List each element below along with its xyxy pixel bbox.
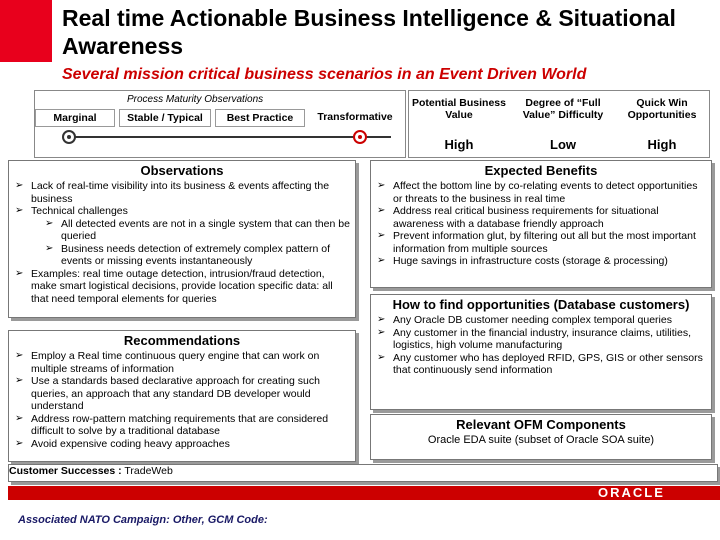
page-subtitle: Several mission critical business scenarios in an Event Driven World: [62, 66, 587, 83]
expected-benefits-box: [370, 160, 712, 288]
rating-header-difficulty: Degree of “Full Value” Difficulty: [522, 97, 604, 121]
observations-title: Observations: [140, 163, 224, 178]
list-item: ➢ Examples: real time outage detection, intrusion/fraud detection, make smart logistical decisions, provide location specific data: all that need temporal elements for queries: [15, 268, 351, 306]
process-maturity-title: Process Maturity Observations: [127, 94, 264, 105]
list-item: ➢ Address row-pattern matching requirements that are considered difficult to solve by a traditional database: [15, 413, 351, 438]
list-item: ➢ Affect the bottom line by co-relating events to detect opportunities or threats to the business in real time: [377, 180, 707, 205]
ofm-components-title: Relevant OFM Components: [456, 417, 626, 432]
expected-benefits-title: Expected Benefits: [484, 163, 598, 178]
page-title: Real time Actionable Business Intelligence & Situational Awareness: [62, 5, 676, 59]
rating-header-quick-win: Quick Win Opportunities: [627, 97, 697, 121]
list-item: ➢ Business needs detection of extremely complex pattern of events or missing events instantaneously: [15, 243, 351, 268]
customer-successes-bar: [8, 464, 718, 482]
maturity-level-stable: Stable / Typical: [119, 109, 211, 127]
list-item: ➢ Lack of real-time visibility into its business & events affecting the business: [15, 180, 351, 205]
maturity-level-marginal: Marginal: [35, 109, 115, 127]
list-item: ➢ Huge savings in infrastructure costs (storage & processing): [377, 255, 707, 268]
rating-header-business-value: Potential Business Value: [412, 97, 506, 121]
expected-benefits-list: [371, 180, 711, 268]
recommendations-box: [8, 330, 356, 462]
list-item: ➢ Any customer who has deployed RFID, GPS, GIS or other sensors that continuously send information: [377, 352, 707, 377]
recommendations-list: [9, 350, 355, 450]
rating-value-difficulty: Low: [550, 137, 576, 152]
ofm-components-box: [370, 414, 712, 460]
ratings-panel: [408, 90, 710, 158]
list-item: ➢ Use a standards based declarative approach for creating such queries, an approach that any standard DB developer would understand: [15, 375, 351, 413]
list-item: ➢ All detected events are not in a single system that can then be queried: [15, 218, 351, 243]
opportunities-title: How to find opportunities (Database customers): [392, 297, 690, 312]
target-level-marker-icon: [353, 130, 367, 144]
opportunities-box: [370, 294, 712, 410]
list-item: ➢ Any customer in the financial industry, insurance claims, utilities, logistics, high volume manufacturing: [377, 327, 707, 352]
recommendations-title: Recommendations: [123, 333, 241, 348]
campaign-line: [18, 514, 268, 526]
process-maturity-panel: [34, 90, 406, 158]
list-item: ➢ Employ a Real time continuous query engine that can work on multiple streams of information: [15, 350, 351, 375]
maturity-level-transformative: Transformative: [307, 109, 403, 125]
observations-list: [9, 180, 355, 305]
list-item: ➢ Address real critical business requirements for situational awareness with a database friendly approach: [377, 205, 707, 230]
gcm-code-label: GCM Code:: [207, 514, 268, 526]
rating-value-business-value: High: [444, 137, 474, 152]
customer-successes-value: TradeWeb: [124, 465, 173, 477]
ofm-components-text: Oracle EDA suite (subset of Oracle SOA suite): [427, 434, 655, 446]
opportunities-list: [371, 314, 711, 377]
maturity-level-best-practice: Best Practice: [215, 109, 305, 127]
maturity-scale-line: [69, 136, 391, 138]
rating-value-quick-win: High: [647, 137, 677, 152]
current-level-marker-icon: [62, 130, 76, 144]
brand-color-bar: [0, 0, 52, 62]
customer-successes-label: Customer Successes :: [9, 465, 122, 477]
observations-box: [8, 160, 356, 318]
oracle-logo: ORACLE: [598, 485, 665, 500]
campaign-label: Associated NATO Campaign:: [18, 514, 170, 526]
list-item: ➢ Technical challenges: [15, 205, 351, 218]
list-item: ➢ Any Oracle DB customer needing complex temporal queries: [377, 314, 707, 327]
campaign-value: Other,: [172, 514, 205, 526]
list-item: ➢ Prevent information glut, by filtering out all but the most important information from multiple sources: [377, 230, 707, 255]
list-item: ➢ Avoid expensive coding heavy approaches: [15, 438, 351, 451]
